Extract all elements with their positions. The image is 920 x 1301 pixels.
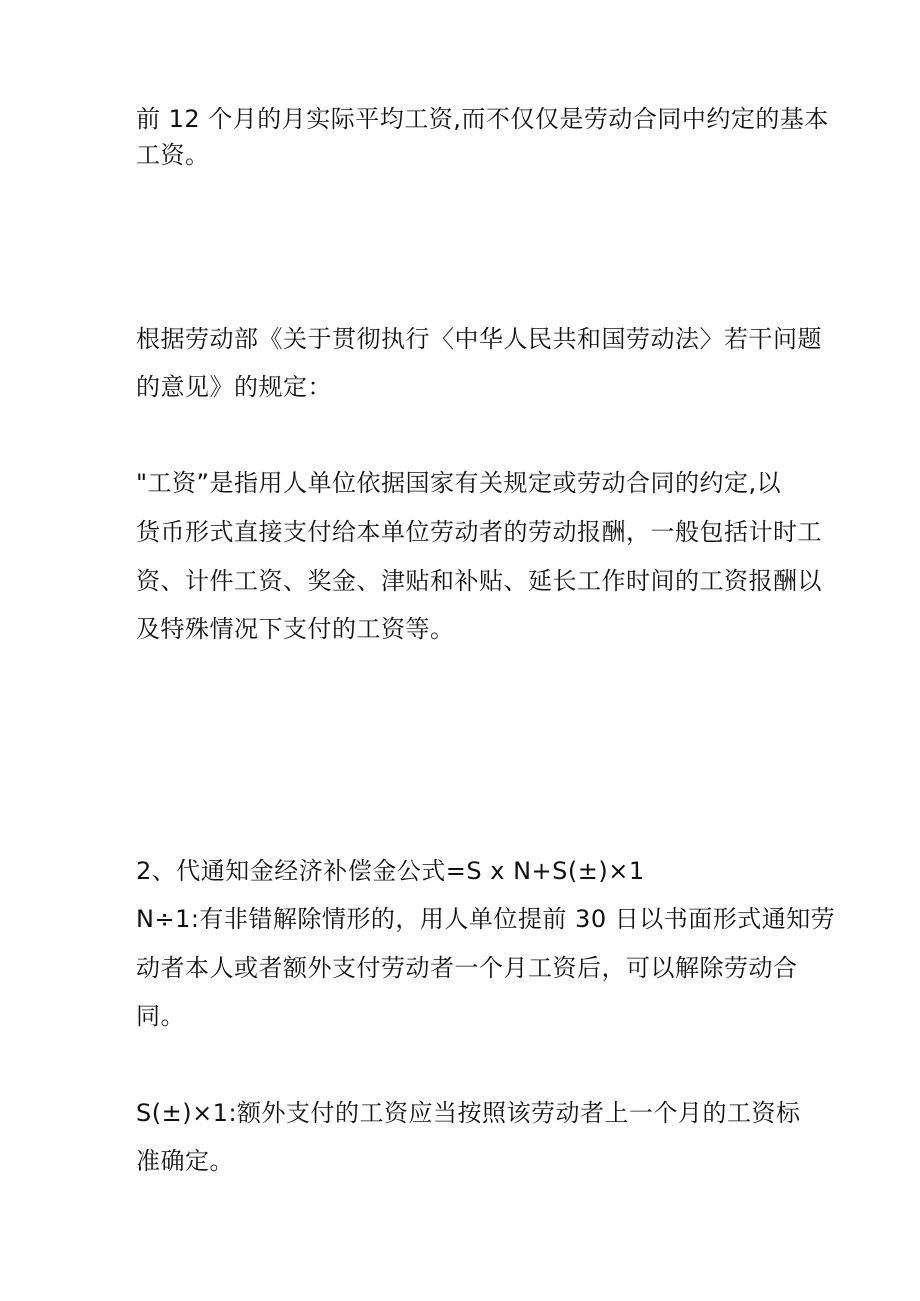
- paragraph-2-line-2: 的意见》的规定：: [136, 373, 332, 401]
- paragraph-3-line-4: 及特殊情况下支付的工资等。: [136, 615, 455, 643]
- paragraph-1-line-2: 工资。: [136, 141, 210, 169]
- paragraph-4-line-4: 同。: [136, 1002, 185, 1030]
- paragraph-1-line-1: 前 12 个月的月实际平均工资,而不仅仅是劳动合同中约定的基本: [136, 105, 829, 133]
- paragraph-4-line-3: 动者本人或者额外支付劳动者一个月工资后，可以解除劳动合: [136, 954, 798, 982]
- paragraph-5-line-2: 准确定。: [136, 1147, 234, 1175]
- paragraph-3-line-1: "工资”是指用人单位依据国家有关规定或劳动合同的约定,以: [136, 469, 782, 497]
- paragraph-4-line-1: 2、代通知金经济补偿金公式=S x N+S(±)×1: [136, 857, 645, 885]
- paragraph-2-line-1: 根据劳动部《关于贯彻执行〈中华人民共和国劳动法〉若干问题: [136, 325, 822, 353]
- paragraph-3-line-3: 资、计件工资、奖金、津贴和补贴、延长工作时间的工资报酬以: [136, 567, 822, 595]
- paragraph-3-line-2: 货币形式直接支付给本单位劳动者的劳动报酬，一般包括计时工: [136, 518, 822, 546]
- paragraph-5-line-1: S(±)×1:额外支付的工资应当按照该劳动者上一个月的工资标: [136, 1099, 801, 1127]
- paragraph-4-line-2: N÷1:有非错解除情形的，用人单位提前 30 日以书面形式通知劳: [136, 905, 836, 933]
